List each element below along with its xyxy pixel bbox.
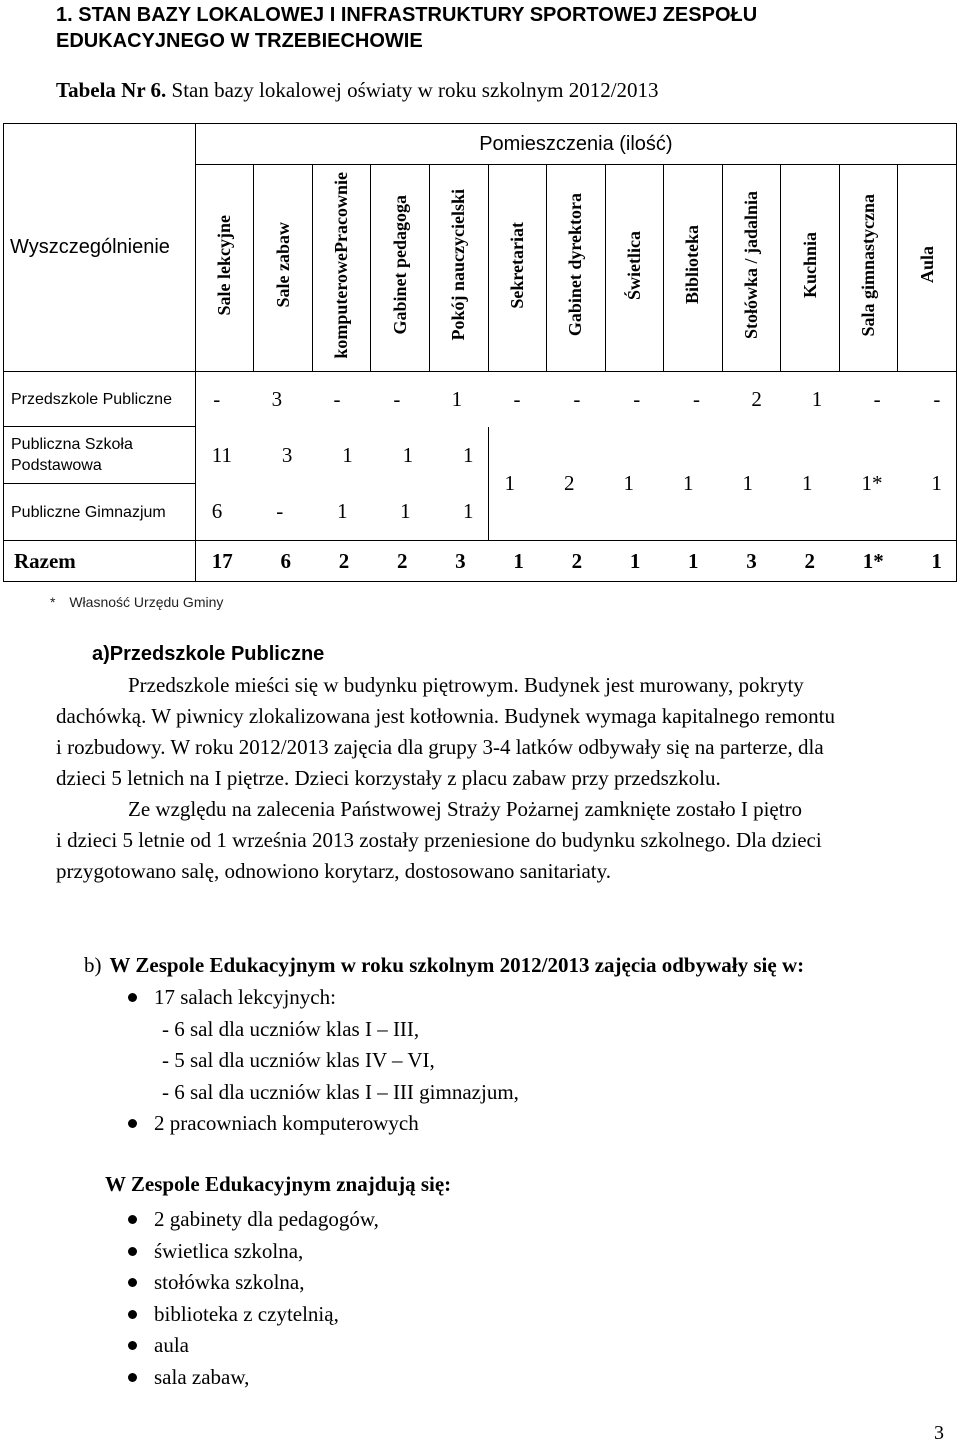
section-b-prefix: b)	[84, 953, 102, 977]
section-a-paragraph-1	[56, 670, 936, 794]
table-cell: 1	[451, 386, 463, 411]
table-cell: 3	[271, 386, 283, 411]
col-header: Kuchnia	[781, 165, 840, 372]
table-caption-label: Tabela Nr 6.	[56, 78, 167, 102]
col-header: Biblioteka	[664, 165, 723, 372]
text-line: dachówką. W piwnicy zlokalizowana jest kotłownia. Budynek wymaga kapitalnego remontu	[56, 704, 835, 728]
table-cell: -	[933, 386, 941, 411]
table-cell: 1	[931, 470, 942, 495]
table-cell: 1	[342, 442, 353, 467]
table-cell: -	[393, 386, 401, 411]
table-cell: 6	[211, 499, 223, 524]
table-cell: 1*	[861, 470, 883, 495]
table-cell: -	[276, 499, 284, 524]
table-cell: 1	[463, 442, 474, 467]
table-caption-text: Stan bazy lokalowej oświaty w roku szkolnym 2012/2013	[171, 78, 659, 102]
bullet-icon	[128, 1119, 137, 1128]
table-cell: 3	[455, 548, 466, 573]
list-item: - 6 sal dla uczniów klas I – III,	[162, 1016, 420, 1041]
table-cell: 1	[742, 470, 753, 495]
row-label: Przedszkole Publiczne	[4, 372, 196, 427]
list-item: 2 gabinety dla pedagogów,	[128, 1204, 379, 1236]
table-cell: 1	[688, 548, 699, 573]
table-caption	[56, 78, 659, 103]
text-line: Ze względu na zalecenia Państwowej Straży Pożarnej zamknięte zostało I piętro	[128, 797, 803, 821]
total-values	[195, 541, 956, 582]
row-values	[195, 372, 956, 427]
table-cell: 1	[682, 470, 694, 495]
table-cell: -	[633, 386, 641, 411]
table-cell: 6	[280, 548, 292, 573]
table-cell: 1	[337, 499, 348, 524]
facilities-subtitle: W Zespole Edukacyjnym znajdują się:	[105, 1172, 452, 1196]
list-item: - 6 sal dla uczniów klas I – III gimnazjum,	[162, 1079, 519, 1104]
table-cell: 1	[811, 386, 823, 411]
section-b-title	[84, 953, 804, 978]
section-a-title: a)Przedszkole Publiczne	[92, 643, 325, 665]
row-label: Publiczne Gimnazjum	[4, 484, 196, 541]
table-cell: 1	[801, 470, 813, 495]
table-cell: 3	[746, 548, 757, 573]
bullet-icon	[128, 1278, 137, 1287]
col-header: Sekretariat	[488, 165, 547, 372]
heading-line-2: EDUKACYJNEGO W TRZEBIECHOWIE	[56, 30, 423, 52]
col-header: Aula	[898, 165, 957, 372]
row-label: Publiczna Szkoła Podstawowa	[4, 427, 196, 484]
table-cell: 1	[931, 548, 942, 573]
table-footnote	[50, 594, 223, 610]
col-header: Sala gimnastyczna	[839, 165, 898, 372]
bullet-icon	[128, 1373, 137, 1382]
table-cell: 1	[623, 470, 634, 495]
col-header: Świetlica	[605, 165, 664, 372]
list-item: 2 pracowniach komputerowych	[128, 1108, 519, 1140]
section-heading	[56, 2, 936, 54]
table-cell: 1	[402, 442, 414, 467]
col-header: Gabinet pedagoga	[371, 165, 430, 372]
section-b-title-text: W Zespole Edukacyjnym w roku szkolnym 2012/2013 zajęcia odbywały się w:	[109, 953, 805, 977]
table-cell: 1	[504, 470, 516, 495]
bullet-icon	[128, 1310, 137, 1319]
table-cell: 2	[396, 548, 408, 573]
list-item: 17 salach lekcyjnych:	[128, 982, 519, 1014]
section-a-paragraph-2	[56, 794, 936, 887]
col-header: Sale zabaw	[254, 165, 313, 372]
list-item: aula	[128, 1330, 379, 1362]
bullet-icon	[128, 993, 137, 1002]
table-cell: -	[513, 386, 521, 411]
footnote-marker: *	[50, 594, 56, 610]
table-cell: 2	[564, 470, 575, 495]
col-header: komputerowePracownie	[312, 165, 371, 372]
table-cell: 2	[804, 548, 815, 573]
table-cell: 2	[338, 548, 350, 573]
heading-line-1: 1. STAN BAZY LOKALOWEJ I INFRASTRUKTURY SPORTOWEJ ZESPOŁU	[56, 4, 758, 26]
table-row-total	[4, 541, 957, 582]
table-row-szkola	[4, 427, 957, 484]
text-line: i dzieci 5 letnie od 1 września 2013 zostały przeniesione do budynku szkolnego. Dla dzieci	[56, 828, 822, 852]
table-cell: 17	[211, 548, 233, 573]
table-cell: 1	[629, 548, 641, 573]
col-header: Pokój nauczycielski	[429, 165, 488, 372]
text-line: Przedszkole mieści się w budynku piętrowym. Budynek jest murowany, pokryty	[128, 673, 804, 697]
list-item: stołówka szkolna,	[128, 1267, 379, 1299]
classroom-list	[128, 982, 519, 1140]
table-cell: 1	[400, 499, 411, 524]
col-header: Stołówka / jadalnia	[722, 165, 781, 372]
table-cell: 2	[571, 548, 583, 573]
list-item: sala zabaw,	[128, 1362, 379, 1394]
list-item: - 5 sal dla uczniów klas IV – VI,	[162, 1048, 435, 1072]
table-cell: -	[873, 386, 881, 411]
table-group-header: Pomieszczenia (ilość)	[195, 124, 956, 165]
list-item: biblioteka z czytelnią,	[128, 1299, 379, 1331]
table-cell: 11	[211, 442, 233, 467]
table-cell: -	[573, 386, 581, 411]
row-values	[195, 484, 488, 541]
row-values	[195, 427, 488, 484]
facilities-list	[128, 1204, 379, 1393]
text-line: dzieci 5 letnich na I piętrze. Dzieci korzystały z placu zabaw przy przedszkolu.	[56, 766, 721, 790]
table-row-przedszkole	[4, 372, 957, 427]
table-cell: 1*	[862, 548, 884, 573]
table-cell: 2	[751, 386, 762, 411]
facilities-table	[3, 123, 957, 582]
bullet-icon	[128, 1341, 137, 1350]
table-cell: 3	[281, 442, 293, 467]
shared-values	[488, 427, 956, 541]
bullet-icon	[128, 1247, 137, 1256]
list-item: świetlica szkolna,	[128, 1236, 379, 1268]
table-row-header: Wyszczególnienie	[4, 124, 196, 372]
bullet-icon	[128, 1215, 137, 1224]
text-line: przygotowano salę, odnowiono korytarz, dostosowano sanitariaty.	[56, 859, 612, 883]
table-cell: -	[213, 386, 221, 411]
table-cell: 1	[513, 548, 524, 573]
table-cell: 1	[462, 499, 474, 524]
table-cell: -	[333, 386, 341, 411]
col-header: Gabinet dyrektora	[547, 165, 606, 372]
col-header: Sale lekcyjne	[195, 165, 254, 372]
text-line: i rozbudowy. W roku 2012/2013 zajęcia dla grupy 3-4 latków odbywały się na parterze, dla	[56, 735, 824, 759]
footnote-text: Własność Urzędu Gminy	[69, 594, 224, 610]
page-number: 3	[934, 1422, 944, 1444]
total-label: Razem	[4, 541, 196, 582]
table-cell: -	[693, 386, 701, 411]
